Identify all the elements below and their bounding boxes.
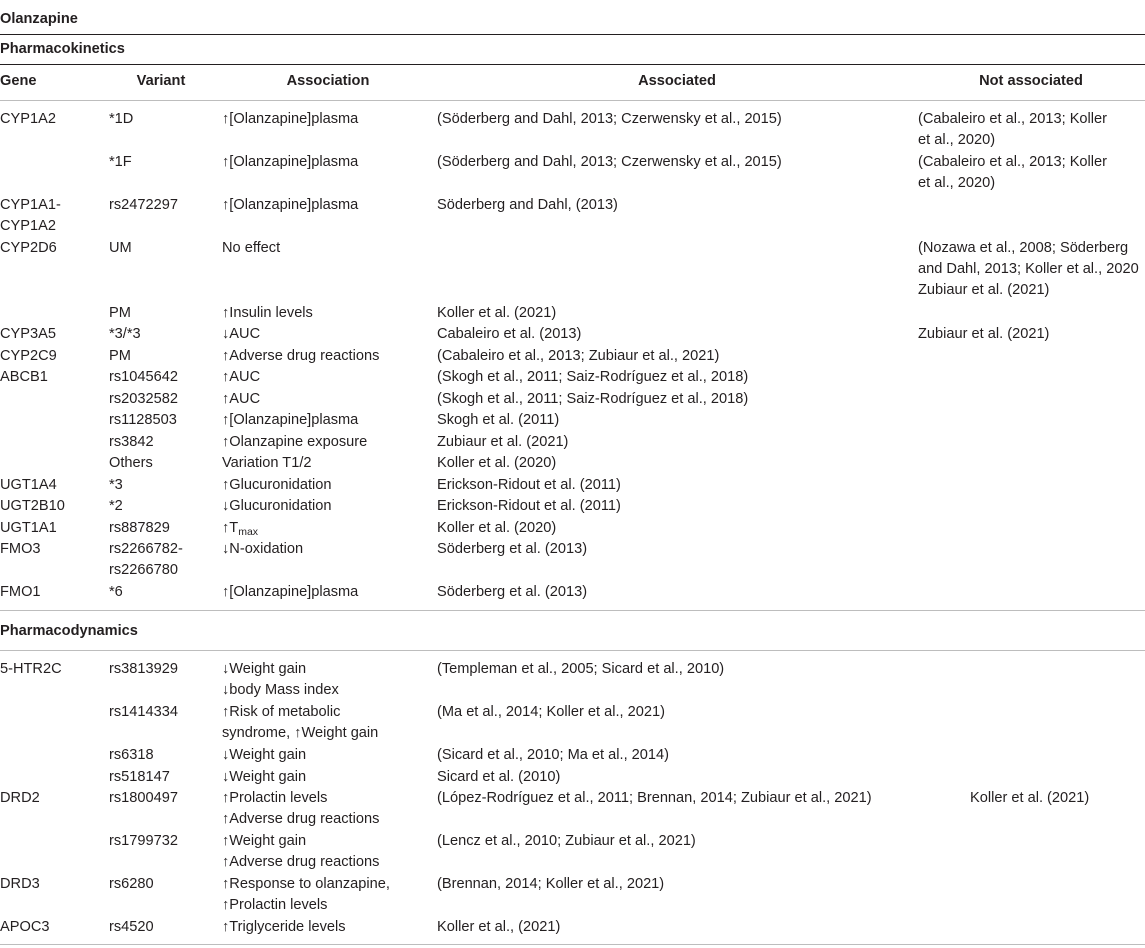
associated-cell-line: Erickson-Ridout et al. (2011) [437,476,621,493]
association-cell [222,195,358,216]
header-association: Association [286,73,370,89]
variant-cell-line: Others [109,455,153,471]
gene-cell [0,367,48,388]
variant-cell-line: rs1800497 [109,790,178,806]
association-cell-line: ↓N-oxidation [222,541,304,557]
variant-cell-line: PM [109,347,131,364]
associated-cell-line: (Brennan, 2014; Koller et al., 2021) [437,876,665,892]
association-cell-line: syndrome, ↑Weight gain [222,725,379,741]
pd-section-rule [0,650,1145,651]
associated-cell [437,410,559,431]
gene-cell-line: CYP2C9 [0,347,57,364]
variant-cell-line: rs6280 [109,876,154,892]
variant-cell [109,238,132,259]
not-associated-cell-line: Koller et al. (2021) [970,790,1090,806]
variant-cell [109,874,154,895]
gene-cell [0,238,57,259]
variant-cell [109,152,132,173]
association-cell-line: ↑[Olanzapine]plasma [222,412,359,428]
associated-cell [437,432,568,453]
associated-cell-line: (Cabaleiro et al., 2013; Zubiaur et al., 2021) [437,347,720,364]
association-cell [222,745,306,766]
associated-cell [437,518,556,539]
associated-cell-line: (Sicard et al., 2010; Ma et al., 2014) [437,747,670,763]
associated-cell-line: (Söderberg and Dahl, 2013; Czerwensky et al., 2015) [437,111,782,127]
association-cell-line: ↑[Olanzapine]plasma [222,197,359,213]
associated-cell-line: (Söderberg and Dahl, 2013; Czerwensky et al., 2015) [437,154,782,170]
variant-cell-line: rs2032582 [109,390,178,407]
header-associated: Associated [638,73,716,89]
association-cell [222,410,358,431]
header-gene: Gene [0,73,37,89]
association-cell [222,475,332,496]
variant-cell-line: rs2472297 [109,197,178,213]
association-cell [222,432,367,453]
variant-cell [109,917,154,938]
header-not-associated: Not associated [979,73,1083,89]
associated-cell-line: (Lencz et al., 2010; Zubiaur et al., 2021) [437,833,696,849]
variant-cell [109,745,154,766]
gene-cell [0,874,40,895]
variant-cell [109,702,178,723]
not-associated-cell-line: (Cabaleiro et al., 2013; Koller [918,111,1108,127]
variant-cell-line: *1F [109,154,132,170]
not-associated-cell [918,238,1139,301]
association-cell [222,788,379,830]
association-cell [222,767,306,788]
section-pharmacokinetics: Pharmacokinetics [0,41,125,57]
not-associated-cell-line: Zubiaur et al. (2021) [918,282,1050,298]
association-cell [222,702,378,744]
gene-cell-line: APOC3 [0,919,50,935]
gene-cell-line: DRD2 [0,790,40,806]
variant-cell-line: rs1045642 [109,369,178,385]
association-cell [222,324,260,345]
not-associated-cell [918,109,1107,151]
variant-cell-line: *3 [109,476,123,493]
association-cell-line: ↑Risk of metabolic [222,704,341,720]
association-cell [222,496,332,517]
gene-cell [0,518,57,539]
association-cell [222,346,379,367]
association-cell [222,238,280,259]
association-cell-line: ↑AUC [222,390,261,407]
associated-cell [437,324,581,345]
association-cell-line: ↑Insulin levels [222,304,313,321]
variant-cell [109,195,178,216]
variant-cell-line: *6 [109,584,123,600]
variant-cell-line: rs6318 [109,747,154,763]
associated-cell [437,539,587,560]
not-associated-cell [970,788,1089,809]
variant-cell [109,303,131,324]
associated-cell-line: Koller et al., (2021) [437,919,561,935]
gene-cell [0,788,40,809]
associated-cell-line: Erickson-Ridout et al. (2011) [437,498,621,514]
variant-cell [109,582,123,603]
not-associated-cell [918,152,1107,194]
variant-cell-line: rs1799732 [109,833,178,849]
associated-cell [437,389,748,410]
association-cell-line: ↑Weight gain [222,833,307,849]
variant-cell-line: rs1128503 [109,412,177,428]
gene-cell [0,195,61,237]
association-cell [222,518,258,539]
gene-cell [0,475,57,496]
associated-cell [437,874,664,895]
header-variant: Variant [136,73,186,89]
associated-cell-line: (Skogh et al., 2011; Saiz-Rodríguez et al., 2018) [437,390,749,407]
association-cell-line: ↑Adverse drug reactions [222,347,380,364]
associated-cell-line: (Ma et al., 2014; Koller et al., 2021) [437,704,665,720]
variant-cell [109,324,141,345]
associated-cell [437,475,621,496]
association-cell-line: ↑Triglyceride levels [222,919,346,935]
association-cell [222,389,260,410]
associated-cell [437,702,665,723]
variant-cell [109,453,153,474]
variant-cell-line: rs4520 [109,919,154,935]
gene-cell-line: FMO3 [0,541,41,557]
associated-cell [437,831,696,852]
associated-cell-line: Sicard et al. (2010) [437,768,561,785]
variant-cell [109,767,170,788]
gene-cell-line: CYP1A1- [0,197,61,213]
association-cell [222,109,358,130]
variant-cell-line: rs2266780 [109,562,178,578]
associated-cell [437,152,782,173]
pk-end-rule [0,610,1145,611]
associated-cell [437,453,556,474]
associated-cell-line: Söderberg et al. (2013) [437,584,588,600]
variant-cell [109,518,170,539]
variant-cell [109,539,183,581]
associated-cell-line: Koller et al. (2021) [437,304,557,321]
section-rule [0,64,1145,65]
variant-cell [109,109,133,130]
association-cell-line: ↓AUC [222,326,261,342]
associated-cell [437,767,560,788]
association-cell-line: ↑Response to olanzapine, [222,876,390,892]
variant-cell [109,788,178,809]
associated-cell [437,367,748,388]
association-cell-line: ↑Adverse drug reactions [222,811,380,827]
variant-cell [109,659,178,680]
association-cell [222,582,358,603]
associated-cell-line: Söderberg et al. (2013) [437,541,588,557]
variant-cell-line: rs3813929 [109,661,178,677]
associated-cell-line: Koller et al. (2020) [437,455,557,471]
association-cell-line: ↓Weight gain [222,747,307,763]
variant-cell [109,475,123,496]
variant-cell-line: rs1414334 [109,704,178,720]
associated-cell-line: (Skogh et al., 2011; Saiz-Rodríguez et al., 2018) [437,369,749,385]
association-cell [222,917,346,938]
association-cell-line: ↑AUC [222,369,261,385]
associated-cell [437,659,724,680]
associated-cell [437,788,872,809]
association-cell-line: Variation T1/2 [222,455,312,471]
association-cell-line: ↓Weight gain [222,768,307,785]
associated-cell [437,745,669,766]
gene-cell [0,496,65,517]
associated-cell [437,917,560,938]
bottom-rule [0,944,1145,945]
associated-cell [437,195,618,216]
not-associated-cell-line: et al., 2020) [918,175,996,191]
association-cell [222,453,312,474]
variant-cell [109,410,177,431]
gene-cell-line: UGT1A4 [0,476,57,493]
variant-cell-line: rs3842 [109,433,154,450]
gene-cell-line: 5-HTR2C [0,661,62,677]
association-cell-line: ↑[Olanzapine]plasma [222,584,359,600]
associated-cell [437,582,587,603]
gene-cell [0,582,41,603]
association-cell-line: ↑Prolactin levels [222,897,328,913]
gene-cell [0,109,56,130]
association-cell [222,874,390,916]
variant-cell [109,389,178,410]
gene-cell-line: FMO1 [0,584,41,600]
association-cell [222,303,313,324]
gene-cell [0,539,41,560]
gene-cell [0,659,62,680]
gene-cell-line: CYP2D6 [0,240,57,256]
association-cell-line: ↑Olanzapine exposure [222,433,368,450]
associated-cell-line: Cabaleiro et al. (2013) [437,326,582,342]
variant-cell-line: PM [109,304,131,321]
variant-cell [109,346,131,367]
association-cell-line: ↓body Mass index [222,682,339,698]
variant-cell [109,831,178,852]
not-associated-cell-line: and Dahl, 2013; Koller et al., 2020 [918,261,1139,277]
association-text: ↑T [222,519,239,536]
association-cell [222,831,379,873]
not-associated-cell-line: Zubiaur et al. (2021) [918,326,1050,342]
not-associated-cell-line: (Nozawa et al., 2008; Söderberg [918,240,1129,256]
section-pharmacodynamics: Pharmacodynamics [0,623,138,639]
association-cell [222,152,358,173]
association-cell-line: ↓Glucuronidation [222,498,332,514]
title-rule [0,34,1145,35]
associated-cell-line: Koller et al. (2020) [437,519,557,536]
gene-cell [0,917,49,938]
association-cell-line: No effect [222,240,281,256]
gene-cell-line: UGT1A1 [0,519,57,536]
gene-cell-line: ABCB1 [0,369,48,385]
associated-cell [437,109,782,130]
associated-cell [437,496,621,517]
associated-cell-line: (López-Rodríguez et al., 2011; Brennan, 2014; Zubiaur et al., 2021) [437,790,872,806]
association-cell-line: ↓Weight gain [222,661,307,677]
associated-cell-line: Zubiaur et al. (2021) [437,433,569,450]
variant-cell-line: rs518147 [109,768,170,785]
not-associated-cell [918,324,1049,345]
variant-cell [109,432,154,453]
header-rule [0,100,1145,101]
gene-cell-line: DRD3 [0,876,40,892]
association-cell [222,367,260,388]
associated-cell [437,303,556,324]
variant-cell-line: *1D [109,111,134,127]
association-cell-line: ↑[Olanzapine]plasma [222,111,359,127]
associated-cell-line: Söderberg and Dahl, (2013) [437,197,618,213]
association-cell-line: ↑[Olanzapine]plasma [222,154,359,170]
gene-cell-line: CYP1A2 [0,218,56,234]
variant-cell-line: rs2266782- [109,541,183,557]
association-cell [222,539,303,560]
variant-cell [109,496,123,517]
drug-title: Olanzapine [0,11,78,27]
association-subscript: max [238,525,259,538]
association-cell-line: ↑Prolactin levels [222,790,328,806]
gene-cell-line: CYP1A2 [0,111,56,127]
associated-cell [437,346,719,367]
association-cell-line: ↑Glucuronidation [222,476,332,493]
association-cell [222,659,339,701]
not-associated-cell-line: et al., 2020) [918,132,996,148]
variant-cell-line: UM [109,240,132,256]
association-cell-line: ↑Adverse drug reactions [222,854,380,870]
associated-cell-line: Skogh et al. (2011) [437,412,560,428]
gene-cell-line: CYP3A5 [0,326,56,342]
not-associated-cell-line: (Cabaleiro et al., 2013; Koller [918,154,1108,170]
associated-cell-line: (Templeman et al., 2005; Sicard et al., 2010) [437,661,725,677]
variant-cell-line: *2 [109,498,123,514]
gene-cell [0,346,57,367]
variant-cell [109,367,178,388]
variant-cell-line: rs887829 [109,519,170,536]
gene-cell-line: UGT2B10 [0,498,65,514]
variant-cell-line: *3/*3 [109,326,141,342]
gene-cell [0,324,56,345]
